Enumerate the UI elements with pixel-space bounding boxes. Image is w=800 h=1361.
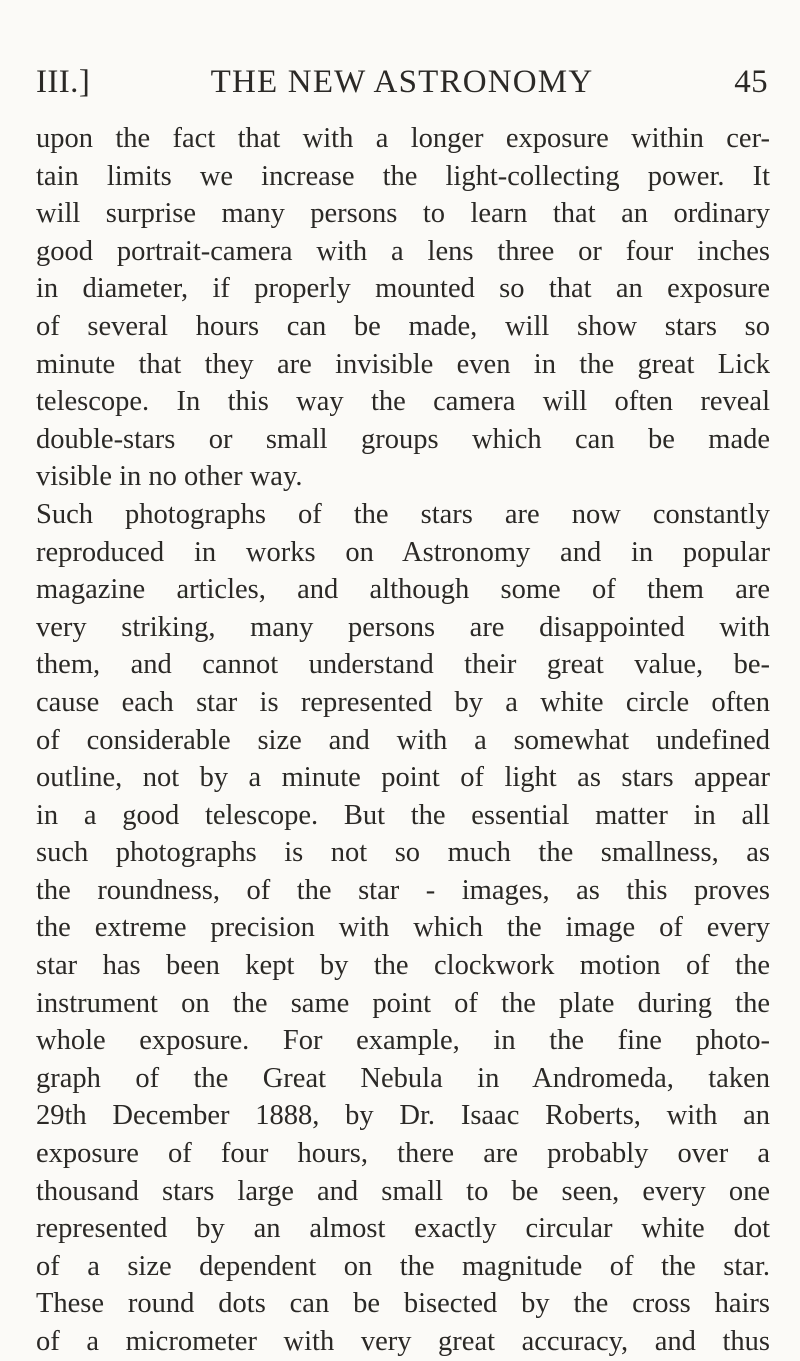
text-line: represented by an almost exactly circular white dot	[36, 1213, 770, 1245]
text-line: outline, not by a minute point of light as stars appear	[36, 762, 770, 794]
text-line: very striking, many persons are disappointed with	[36, 611, 770, 643]
page-number: 45	[734, 64, 768, 100]
text-line: exposure of four hours, there are probably over a	[36, 1138, 770, 1170]
text-line: cause each star is represented by a white circle often	[36, 686, 770, 718]
text-line: thousand stars large and small to be seen, every one	[36, 1175, 770, 1207]
text-line: magazine articles, and although some of them are	[36, 574, 770, 606]
text-line: in a good telescope. But the essential matter in all	[36, 799, 770, 831]
text-line: Such photographs of the stars are now constantly	[36, 498, 770, 530]
text-line: them, and cannot understand their great value, be-	[36, 649, 770, 681]
text-line: of a size dependent on the magnitude of the star.	[36, 1250, 770, 1282]
text-line: in diameter, if properly mounted so that an exposure	[36, 273, 770, 305]
text-line: the roundness, of the star - images, as this proves	[36, 874, 770, 906]
text-line: whole exposure. For example, in the fine photo-	[36, 1025, 770, 1057]
text-line: 29th December 1888, by Dr. Isaac Roberts, with an	[36, 1100, 770, 1132]
text-line: good portrait-camera with a lens three or four inches	[36, 235, 770, 267]
text-line: the extreme precision with which the image of every	[36, 912, 770, 944]
text-line: graph of the Great Nebula in Andromeda, taken	[36, 1062, 770, 1094]
text-line: minute that they are invisible even in the great Lick	[36, 348, 770, 380]
text-line: will surprise many persons to learn that an ordinary	[36, 198, 770, 230]
running-header	[36, 60, 768, 104]
text-line: reproduced in works on Astronomy and in popular	[36, 536, 770, 568]
paragraph-end-line: visible in no other way.	[36, 461, 303, 493]
text-line: These round dots can be bisected by the cross hairs	[36, 1288, 770, 1320]
text-line: star has been kept by the clockwork motion of the	[36, 950, 770, 982]
text-line: telescope. In this way the camera will often reveal	[36, 386, 770, 418]
text-line: upon the fact that with a longer exposure within cer-	[36, 123, 770, 154]
text-line: double-stars or small groups which can be made	[36, 423, 770, 455]
text-line: of considerable size and with a somewhat undefined	[36, 724, 770, 756]
text-line: of a micrometer with very great accuracy, and thus	[36, 1326, 770, 1357]
running-title: THE NEW ASTRONOMY	[210, 64, 594, 100]
text-line: such photographs is not so much the smallness, as	[36, 837, 770, 869]
text-line: tain limits we increase the light-collecting power. It	[36, 160, 770, 192]
chapter-number: III.]	[36, 64, 91, 100]
text-line: of several hours can be made, will show stars so	[36, 310, 770, 342]
body-text	[36, 120, 770, 1361]
text-line: instrument on the same point of the plate during the	[36, 987, 770, 1019]
